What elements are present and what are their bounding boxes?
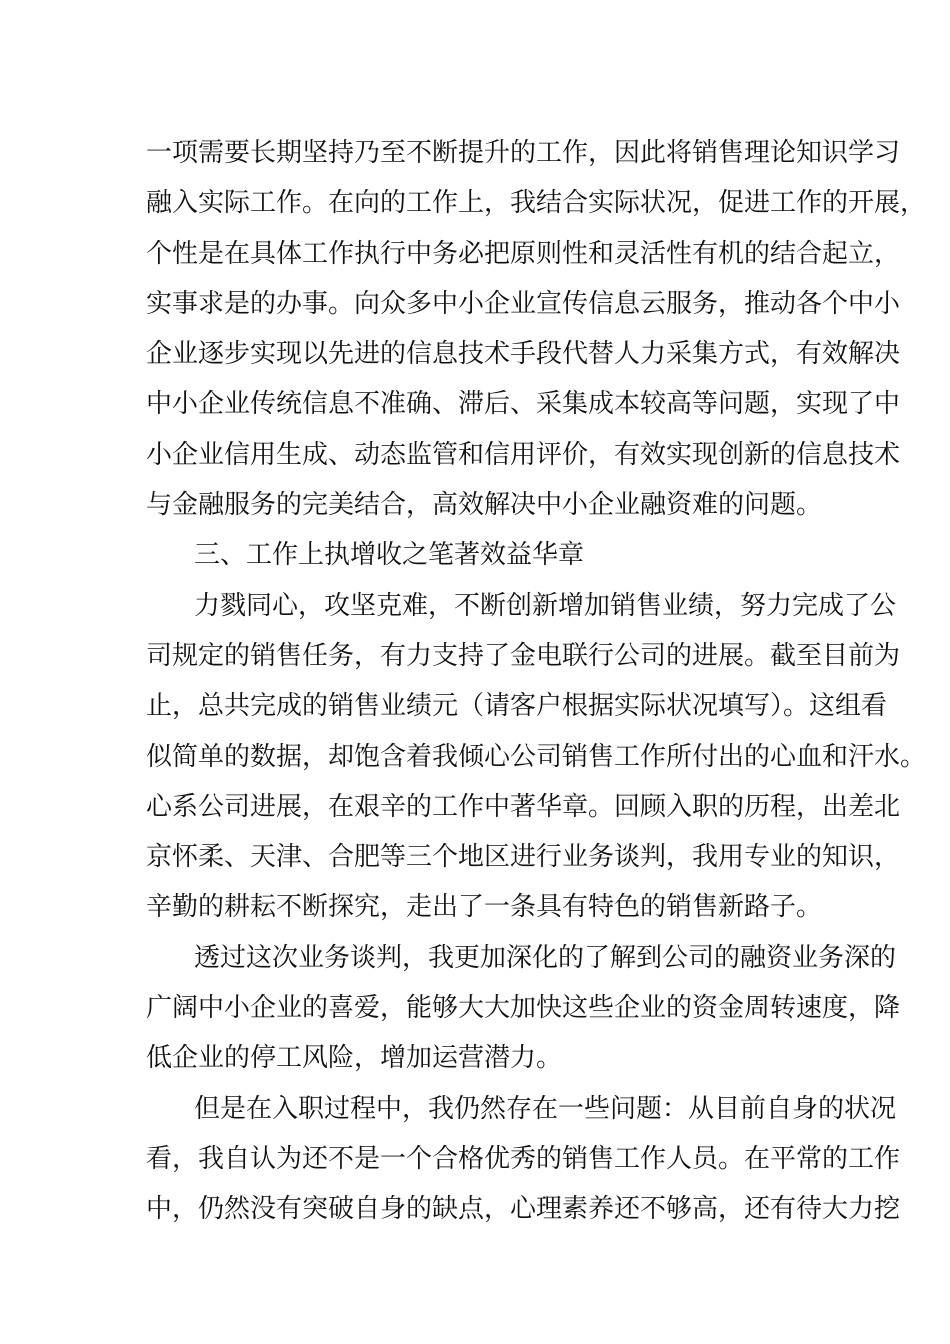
text-line-15: 京怀柔、天津、合肥等三个地区进行业务谈判，我用专业的知识， [146,842,901,873]
text-line-4: 实事求是的办事。向众多中小企业宣传信息云服务，推动各个中小 [146,288,901,319]
document-body [146,128,927,1235]
text-line-5: 企业逐步实现以先进的信息技术手段代替人力采集方式，有效解决 [146,339,901,370]
text-line-6: 中小企业传统信息不准确、滞后、采集成本较高等问题，实现了中 [146,389,901,420]
text-line-16: 辛勤的耕耘不断探究，走出了一条具有特色的销售新路子。 [146,892,823,923]
text-line-10: 力戮同心，攻坚克难，不断创新增加销售业绩，努力完成了公 [194,590,897,621]
text-line-3: 个性是在具体工作执行中务必把原则性和灵活性有机的结合起立， [146,238,901,269]
text-line-8: 与金融服务的完美结合，高效解决中小企业融资难的问题。 [146,490,823,521]
text-line-2: 融入实际工作。在向的工作上，我结合实际状况，促进工作的开展， [146,188,927,219]
text-line-13: 似简单的数据，却饱含着我倾心公司销售工作所付出的心血和汗水。 [146,741,927,772]
text-line-21: 看，我自认为还不是一个合格优秀的销售工作人员。在平常的工作 [146,1143,901,1174]
section-heading: 三、工作上执增收之笔著效益华章 [194,540,585,571]
text-line-22: 中，仍然没有突破自身的缺点，心理素养还不够高，还有待大力挖 [146,1194,901,1225]
text-line-7: 小企业信用生成、动态监管和信用评价，有效实现创新的信息技术 [146,439,901,470]
text-line-1: 一项需要长期坚持乃至不断提升的工作，因此将销售理论知识学习 [146,138,901,168]
text-line-19: 低企业的停工风险，增加运营潜力。 [146,1043,563,1074]
text-line-20: 但是在入职过程中，我仍然存在一些问题：从目前自身的状况 [194,1093,897,1124]
text-line-14: 心系公司进展，在艰辛的工作中著华章。回顾入职的历程，出差北 [146,791,901,822]
text-line-12: 止，总共完成的销售业绩元（请客户根据实际状况填写）。这组看 [146,691,888,722]
text-line-11: 司规定的销售任务，有力支持了金电联行公司的进展。截至目前为 [146,640,901,671]
text-line-18: 广阔中小企业的喜爱，能够大大加快这些企业的资金周转速度，降 [146,993,901,1024]
text-line-17: 透过这次业务谈判，我更加深化的了解到公司的融资业务深的 [194,942,897,973]
